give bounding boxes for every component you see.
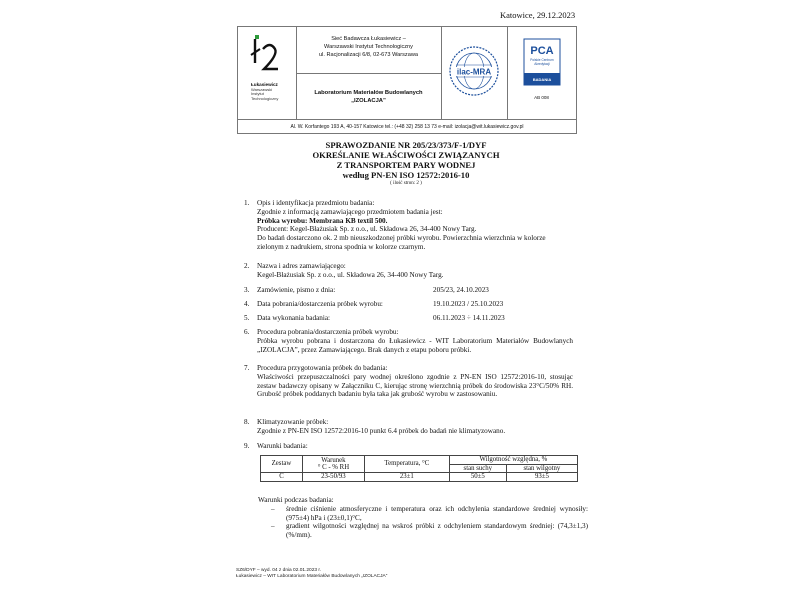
- client-address: Kegel-Błażusiak Sp. z o.o., ul. Składowa 26, 34-400 Nowy Targ.: [257, 270, 444, 279]
- section-body: [257, 442, 573, 451]
- note-text: średnie ciśnienie atmosferyczne i temperatura oraz ich odchylenia standardowe średniej wynosiły: (975±4) hPa i (23±0,1)°C,: [286, 504, 588, 522]
- pca-sub-1: Polskie Centrum: [530, 58, 554, 62]
- logo-sub-1: Warszawski: [251, 86, 273, 92]
- test-conditions-table: [260, 455, 578, 482]
- section-heading: Nazwa i adres zamawiającego:: [257, 262, 346, 270]
- section-number: 2.: [244, 262, 250, 270]
- header-set: Zestaw: [261, 456, 303, 473]
- pca-code: AB 008: [534, 95, 549, 100]
- title-line-3: Z TRANSPORTEM PARY WODNEJ: [336, 160, 476, 170]
- section-number: 9.: [244, 442, 250, 450]
- lab-line-2: „IZOLACJA”: [351, 98, 386, 104]
- section-number: 5.: [244, 314, 250, 322]
- order-value: 205/23, 24.10.2023: [433, 286, 489, 294]
- logo-caption: [251, 83, 278, 101]
- lab-line-1: Laboratorium Materiałów Budowlanych: [314, 90, 423, 96]
- section-body: [257, 199, 573, 252]
- report-title: [237, 140, 575, 180]
- note-dash: –: [271, 504, 275, 513]
- pca-sub-2: Akredytacji: [534, 62, 550, 66]
- header-dry: stan suchy: [449, 464, 506, 473]
- note-text: gradient wilgotności względnej na wskroś próbki z odchyleniem standardowym średniej: (74,3±1,3) (%/mm).: [286, 522, 588, 540]
- pca-accreditation-cell: [507, 27, 576, 119]
- section-body: [257, 314, 573, 323]
- title-line-2: OKREŚLANIE WŁAŚCIWOŚCI ZWIĄZANYCH: [312, 150, 500, 160]
- section-number: 8.: [244, 418, 250, 426]
- section-label: Data pobrania/dostarczenia próbek wyrobu:: [257, 300, 383, 308]
- section-number: 4.: [244, 300, 250, 308]
- section-body: [257, 418, 573, 436]
- cell-set: C: [261, 473, 303, 482]
- section-text: Próbka wyrobu pobrana i dostarczona do Łukasiewicz - WIT Laboratorium Materiałów Budowlanych „IZOLACJA”, przez Zamawiającego. Brak danych z etapu poboru próbki.: [257, 336, 573, 354]
- section-label: Zamówienie, pismo z dnia:: [257, 286, 336, 294]
- section-number: 6.: [244, 328, 250, 336]
- header-divider: [296, 73, 441, 74]
- delivery-description: Do badań dostarczono ok. 2 mb nieuszkodzonej próbki wyrobu. Powierzchnia wierzchnia w kolorze zielonym z nadrukiem, strona spodnia w kolorze czarnym.: [257, 234, 546, 251]
- cell-temperature: 23±1: [364, 473, 449, 482]
- section-text: Zgodnie z PN-EN ISO 12572:2016-10 punkt 6.4 próbek do badań nie klimatyzowano.: [257, 426, 506, 435]
- laboratory-name: [296, 89, 441, 105]
- cell-dry: 50±5: [449, 473, 506, 482]
- pages-note: ( ilość stron: 2 ): [390, 181, 422, 186]
- ilac-mra-logo-icon: [441, 27, 507, 119]
- title-line-1: SPRAWOZDANIE NR 205/23/373/F-1/DYF: [325, 140, 487, 150]
- section-body: [257, 328, 573, 354]
- header-conditions: [302, 456, 364, 473]
- section-heading: Opis i identyfikacja przedmiotu badania:: [257, 199, 375, 207]
- producer: Producent: Kegel-Błażusiak Sp. z o.o., ul. Składowa 26, 34-400 Nowy Targ.: [257, 225, 477, 234]
- table-header-row: [261, 456, 578, 465]
- test-date-value: 06.11.2023 ÷ 14.11.2023: [433, 314, 505, 322]
- pca-logo-icon: [507, 27, 576, 99]
- section-number: 1.: [244, 199, 250, 207]
- header-humidity: Wilgotność względna, %: [449, 456, 577, 465]
- note-dash: –: [271, 522, 275, 531]
- section-number: 7.: [244, 364, 250, 372]
- cell-conditions: 23-50/93: [302, 473, 364, 482]
- section-label: Data wykonania badania:: [257, 314, 331, 322]
- lab-contact-line: Al. W. Korfantego 193 A, 40-157 Katowice tel.: (+48 32) 258 13 73 e-mail: izolacja@wit.lukasiewicz.gov.pl: [238, 119, 576, 134]
- logo-sub-3: Technologiczny: [251, 95, 279, 101]
- section-number: 3.: [244, 286, 250, 294]
- test-notes: [258, 496, 588, 540]
- section-heading: Klimatyzowanie próbek:: [257, 418, 329, 426]
- note-item: [258, 522, 588, 540]
- institute-line-3: ul. Racjonalizacji 6/8, 02-673 Warszawa: [319, 52, 418, 58]
- notes-heading: Warunki podczas badania:: [258, 496, 334, 504]
- letterhead: [237, 26, 577, 134]
- table-row: [261, 473, 578, 482]
- institute-line-1: Sieć Badawcza Łukasiewicz –: [331, 36, 406, 42]
- institute-address: [296, 35, 441, 59]
- footer-line-2: Łukasiewicz – WIT Laboratorium Materiałów Budowlanych „IZOLACJA”: [236, 574, 388, 579]
- section-body: [257, 364, 573, 399]
- lukasiewicz-logo-cell: [238, 27, 297, 119]
- sampling-date-value: 19.10.2023 / 25.10.2023: [433, 300, 504, 308]
- section-body: [257, 286, 573, 295]
- header-conditions-line-2: ° C - % RH: [317, 464, 350, 471]
- report-date: Katowice, 29.12.2023: [500, 10, 576, 20]
- section-heading: Procedura pobrania/dostarczenia próbek wyrobu:: [257, 328, 399, 336]
- ilac-mra-cell: [441, 27, 508, 119]
- lukasiewicz-logo-icon: [238, 27, 296, 83]
- cell-wet: 93±5: [506, 473, 577, 482]
- pca-sub-3: BADANIA: [532, 77, 552, 82]
- pca-logo-text: PCA: [530, 45, 554, 57]
- header-temperature: Temperatura, °C: [364, 456, 449, 473]
- section-heading: Warunki badania:: [257, 442, 308, 450]
- note-item: [258, 505, 588, 523]
- institute-line-2: Warszawski Instytut Technologiczny: [324, 44, 413, 50]
- section-body: [257, 300, 573, 309]
- section-heading: Procedura przygotowania próbek do badania:: [257, 364, 388, 372]
- section-line: Zgodnie z informacją zamawiającego przedmiotem badania jest:: [257, 207, 443, 216]
- ilac-mra-text: ilac-MRA: [456, 67, 492, 77]
- section-text: Właściwości przepuszczalności pary wodnej określono zgodnie z PN-EN ISO 12572:2016-10, stosując zestaw badawczy opisany w Załączniku C, kierując stronę wierzchnią próbek do środowiska 23°C/50% RH. Grubość próbek poddanych badaniu była taka jak grubość wyrobu w zastosowaniu.: [257, 372, 573, 399]
- page-footer: [236, 568, 387, 580]
- product-name: Próbka wyrobu: Membrana KB textil 500.: [257, 216, 388, 225]
- logo-name: Łukasiewicz: [251, 82, 278, 87]
- header-wet: stan wilgotny: [506, 464, 577, 473]
- header-conditions-line-1: Warunek: [321, 456, 346, 464]
- footer-line-1: SZ6/DYF – wyd. 04 z dnia 02.01.2023 r.: [236, 568, 322, 573]
- title-line-4: według PN-EN ISO 12572:2016-10: [342, 170, 470, 180]
- section-body: [257, 262, 573, 280]
- logo-sub-2: Instytut: [251, 91, 264, 97]
